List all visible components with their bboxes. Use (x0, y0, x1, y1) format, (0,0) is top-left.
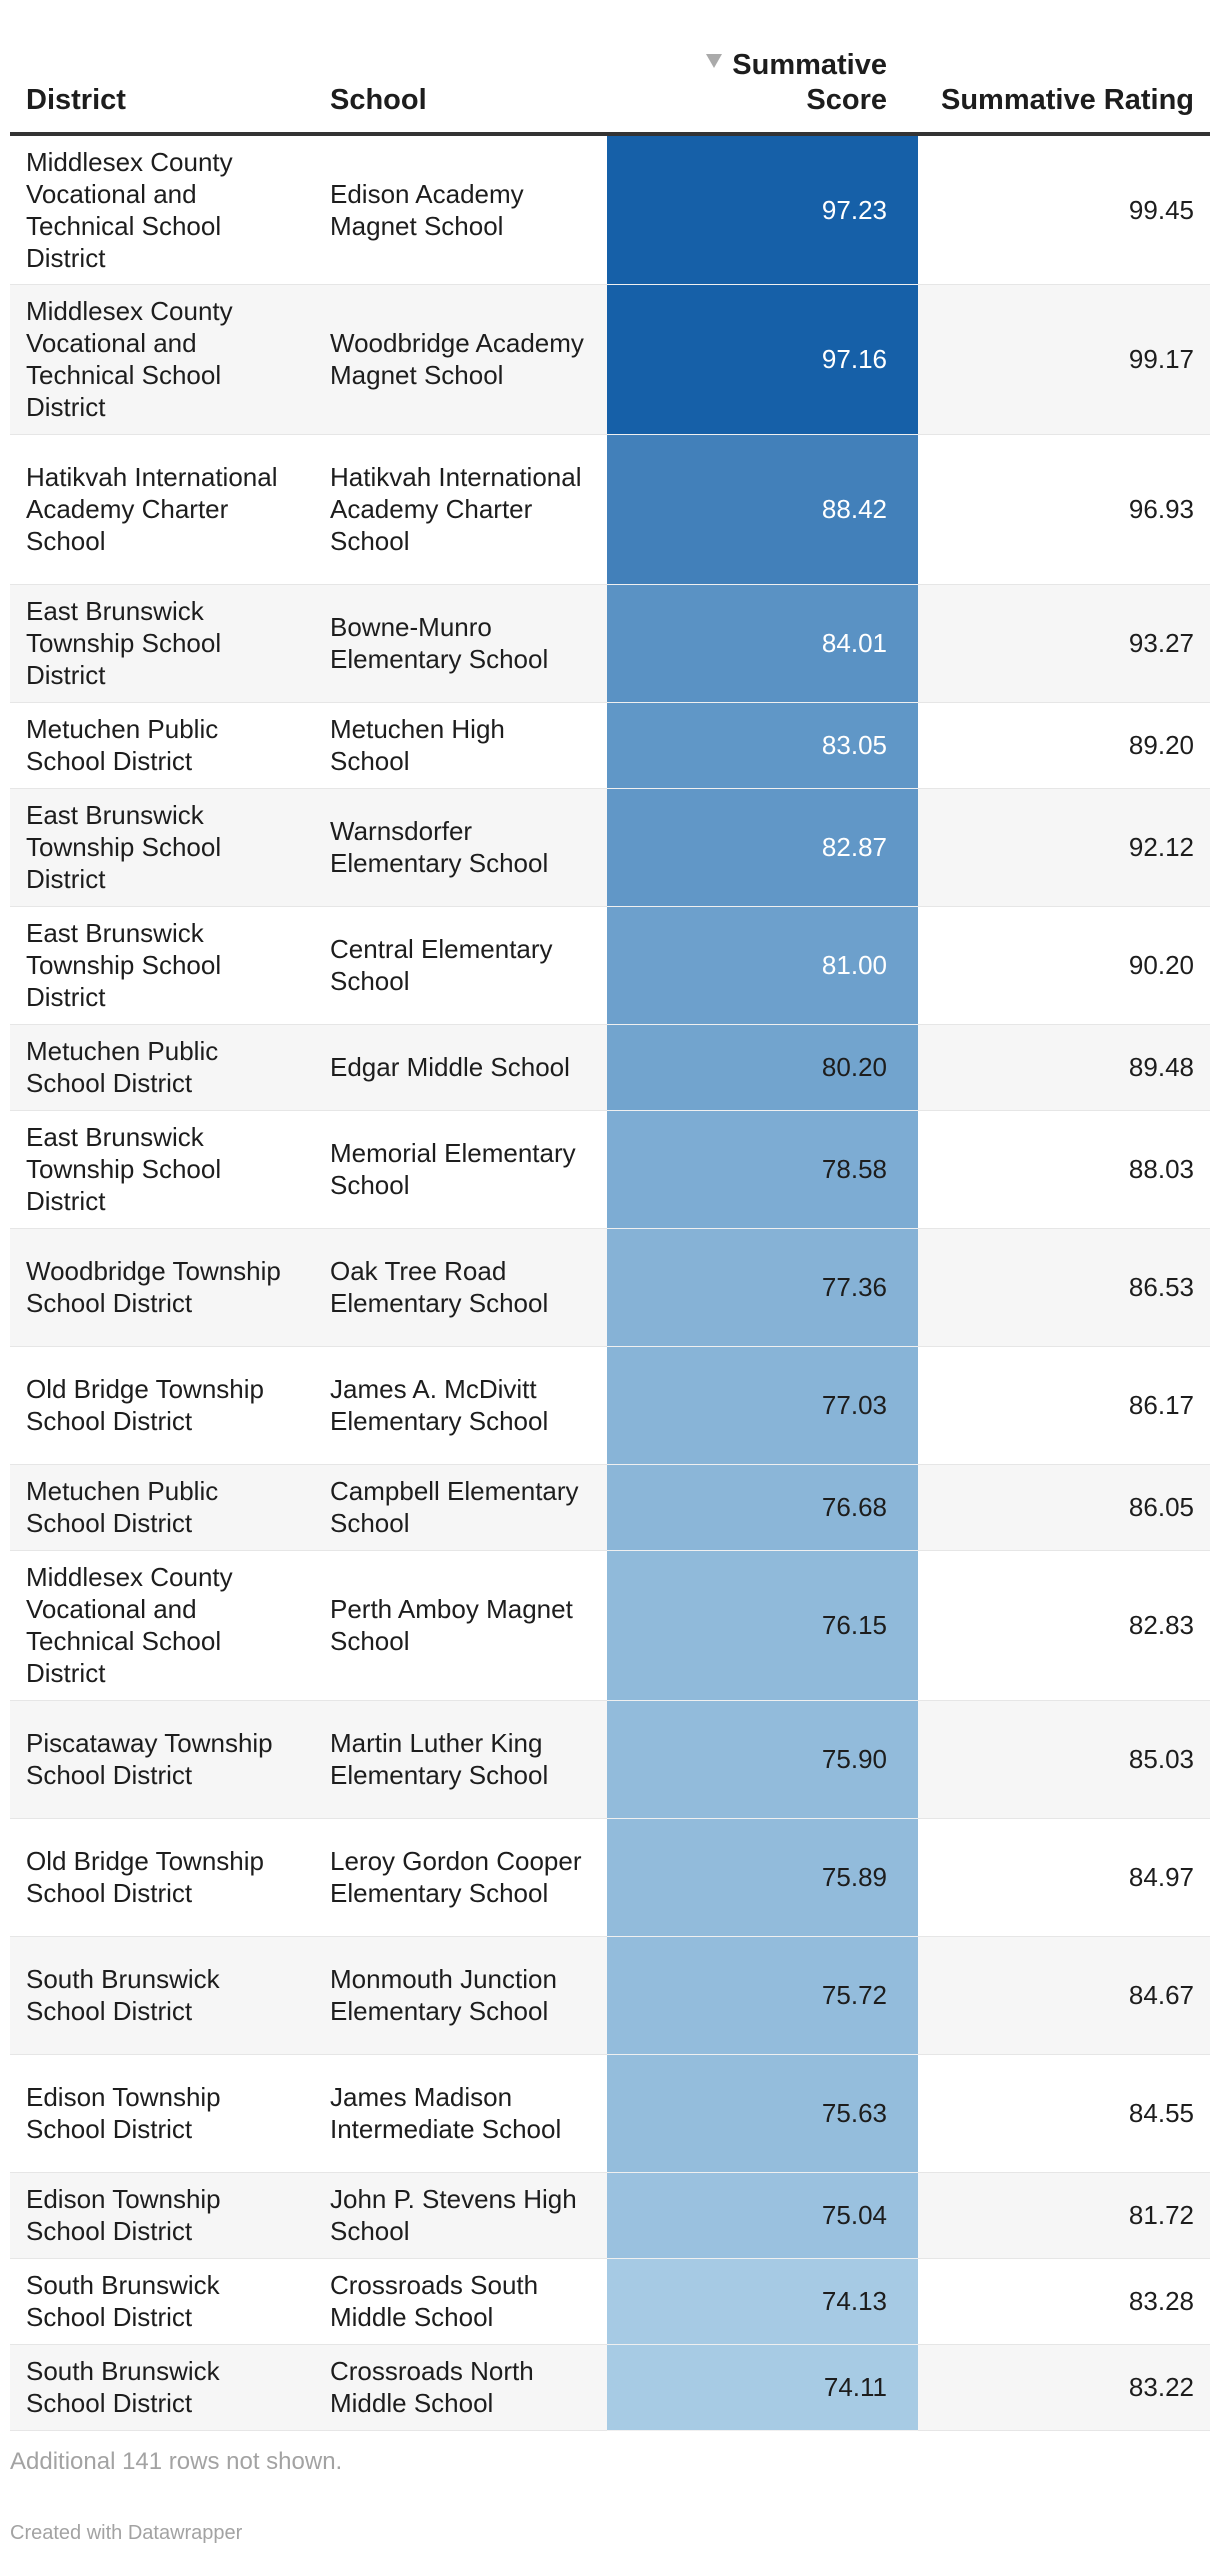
summative-rating-cell: 82.83 (918, 1550, 1210, 1700)
district-cell: Middlesex County Vocational and Technical School District (10, 1550, 314, 1700)
table-header (10, 30, 1210, 134)
district-cell: Metuchen Public School District (10, 1464, 314, 1550)
district-cell: East Brunswick Township School District (10, 788, 314, 906)
summative-rating-cell: 89.48 (918, 1024, 1210, 1110)
summative-score-cell: 74.11 (607, 2344, 918, 2430)
summative-rating-cell: 88.03 (918, 1110, 1210, 1228)
district-cell: Metuchen Public School District (10, 1024, 314, 1110)
school-cell: Edgar Middle School (314, 1024, 607, 1110)
summative-rating-cell: 89.20 (918, 702, 1210, 788)
rows-hidden-note: Additional 141 rows not shown. (10, 2448, 343, 2475)
header-row (10, 30, 1210, 134)
school-cell: Leroy Gordon Cooper Elementary School (314, 1818, 607, 1936)
school-cell: Perth Amboy Magnet School (314, 1550, 607, 1700)
summative-score-cell: 76.68 (607, 1464, 918, 1550)
table-row (10, 584, 1210, 702)
school-cell: Martin Luther King Elementary School (314, 1700, 607, 1818)
summative-rating-cell: 85.03 (918, 1700, 1210, 1818)
summative-score-cell: 77.03 (607, 1346, 918, 1464)
table-row (10, 1024, 1210, 1110)
datawrapper-credit: Created with Datawrapper (10, 2522, 243, 2544)
district-cell: South Brunswick School District (10, 2258, 314, 2344)
table-row (10, 2344, 1210, 2430)
table-row (10, 1464, 1210, 1550)
summative-rating-cell: 96.93 (918, 434, 1210, 584)
district-cell: East Brunswick Township School District (10, 906, 314, 1024)
summative-rating-cell: 92.12 (918, 788, 1210, 906)
summative-rating-cell: 86.17 (918, 1346, 1210, 1464)
table-row (10, 1936, 1210, 2054)
summative-score-cell: 97.16 (607, 284, 918, 434)
school-cell: Woodbridge Academy Magnet School (314, 284, 607, 434)
summative-rating-cell: 99.17 (918, 284, 1210, 434)
column-header-district[interactable]: District (10, 30, 314, 134)
summative-score-cell: 78.58 (607, 1110, 918, 1228)
summative-rating-cell: 86.53 (918, 1228, 1210, 1346)
school-cell: Bowne-Munro Elementary School (314, 584, 607, 702)
summative-score-cell: 75.72 (607, 1936, 918, 2054)
summative-rating-cell: 83.22 (918, 2344, 1210, 2430)
table-row (10, 906, 1210, 1024)
table-row (10, 1346, 1210, 1464)
school-cell: James A. McDivitt Elementary School (314, 1346, 607, 1464)
school-cell: Oak Tree Road Elementary School (314, 1228, 607, 1346)
school-scores-table (10, 30, 1210, 2431)
school-cell: Central Elementary School (314, 906, 607, 1024)
table-row (10, 1550, 1210, 1700)
summative-score-cell: 75.90 (607, 1700, 918, 1818)
district-cell: Old Bridge Township School District (10, 1346, 314, 1464)
table-row (10, 2054, 1210, 2172)
school-cell: Crossroads South Middle School (314, 2258, 607, 2344)
district-cell: Middlesex County Vocational and Technical School District (10, 284, 314, 434)
summative-score-cell: 83.05 (607, 702, 918, 788)
district-cell: Metuchen Public School District (10, 702, 314, 788)
summative-rating-cell: 84.55 (918, 2054, 1210, 2172)
table-row (10, 1700, 1210, 1818)
summative-score-cell: 97.23 (607, 134, 918, 284)
table-row (10, 702, 1210, 788)
summative-score-cell: 84.01 (607, 584, 918, 702)
school-cell: Edison Academy Magnet School (314, 134, 607, 284)
school-cell: Metuchen High School (314, 702, 607, 788)
summative-rating-cell: 90.20 (918, 906, 1210, 1024)
summative-score-cell: 75.04 (607, 2172, 918, 2258)
table-body (10, 134, 1210, 2430)
table-row (10, 2172, 1210, 2258)
summative-score-cell: 75.63 (607, 2054, 918, 2172)
summative-rating-cell: 84.97 (918, 1818, 1210, 1936)
column-header-summative-score[interactable] (607, 30, 918, 134)
table-row (10, 788, 1210, 906)
summative-rating-cell: 81.72 (918, 2172, 1210, 2258)
summative-score-cell: 81.00 (607, 906, 918, 1024)
summative-score-cell: 76.15 (607, 1550, 918, 1700)
district-cell: East Brunswick Township School District (10, 1110, 314, 1228)
table-row (10, 1228, 1210, 1346)
table-row (10, 1818, 1210, 1936)
summative-rating-cell: 86.05 (918, 1464, 1210, 1550)
district-cell: South Brunswick School District (10, 1936, 314, 2054)
summative-rating-cell: 84.67 (918, 1936, 1210, 2054)
table-row (10, 284, 1210, 434)
summative-score-cell: 82.87 (607, 788, 918, 906)
district-cell: Edison Township School District (10, 2172, 314, 2258)
summative-score-cell: 88.42 (607, 434, 918, 584)
summative-score-cell: 77.36 (607, 1228, 918, 1346)
school-cell: Monmouth Junction Elementary School (314, 1936, 607, 2054)
column-header-summative-rating[interactable]: Summative Rating (918, 30, 1210, 134)
school-cell: Hatikvah International Academy Charter School (314, 434, 607, 584)
district-cell: Edison Township School District (10, 2054, 314, 2172)
district-cell: Woodbridge Township School District (10, 1228, 314, 1346)
district-cell: Piscataway Township School District (10, 1700, 314, 1818)
school-cell: Campbell Elementary School (314, 1464, 607, 1550)
summative-score-cell: 80.20 (607, 1024, 918, 1110)
school-cell: James Madison Intermediate School (314, 2054, 607, 2172)
table-row (10, 2258, 1210, 2344)
summative-score-cell: 75.89 (607, 1818, 918, 1936)
table-row (10, 434, 1210, 584)
district-cell: Old Bridge Township School District (10, 1818, 314, 1936)
school-cell: Warnsdorfer Elementary School (314, 788, 607, 906)
table-row (10, 1110, 1210, 1228)
district-cell: Middlesex County Vocational and Technical School District (10, 134, 314, 284)
school-cell: Crossroads North Middle School (314, 2344, 607, 2430)
column-header-summative-score-label: Summative Score (732, 49, 887, 116)
school-cell: John P. Stevens High School (314, 2172, 607, 2258)
summative-rating-cell: 93.27 (918, 584, 1210, 702)
district-cell: East Brunswick Township School District (10, 584, 314, 702)
summative-rating-cell: 83.28 (918, 2258, 1210, 2344)
summative-score-cell: 74.13 (607, 2258, 918, 2344)
district-cell: Hatikvah International Academy Charter School (10, 434, 314, 584)
school-cell: Memorial Elementary School (314, 1110, 607, 1228)
district-cell: South Brunswick School District (10, 2344, 314, 2430)
sort-descending-triangle-icon (706, 54, 722, 68)
table-row (10, 134, 1210, 284)
summative-rating-cell: 99.45 (918, 134, 1210, 284)
column-header-school[interactable]: School (314, 30, 607, 134)
